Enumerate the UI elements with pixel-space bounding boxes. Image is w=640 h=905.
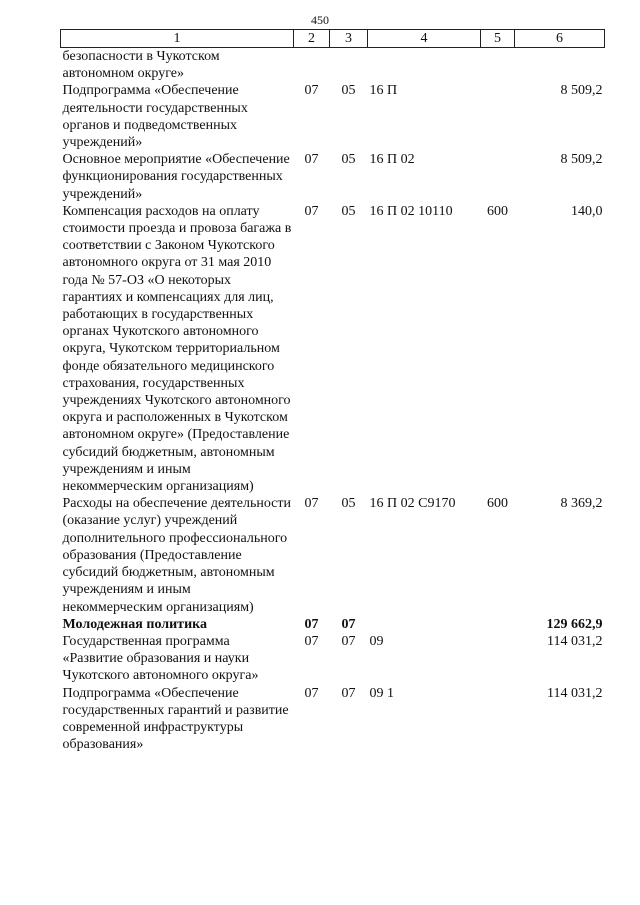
row-vr <box>481 48 515 83</box>
row-sum: 8 509,2 <box>560 152 603 168</box>
row-pr: 07 <box>341 685 356 701</box>
row-rz: 07 <box>304 496 319 512</box>
row-pr: 07 <box>341 616 356 632</box>
row-vr: 600 <box>487 496 508 512</box>
table-row <box>61 151 605 203</box>
row-rz: 07 <box>304 616 319 632</box>
row-rz <box>294 48 330 83</box>
page-number: 450 <box>311 13 329 27</box>
row-sum: 114 031,2 <box>547 685 603 701</box>
row-sum: 8 369,2 <box>560 496 603 512</box>
table-row <box>61 82 605 151</box>
row-name: Подпрограмма «Обеспечение деятельности государственных органов и подведомственных учреждений» <box>62 83 248 151</box>
row-csr <box>368 616 481 633</box>
row-pr: 05 <box>341 152 356 168</box>
row-name: Государственная программа «Развитие образования и науки Чукотского автономного округа» <box>62 633 259 684</box>
row-csr: 09 1 <box>369 685 394 701</box>
row-csr: 16 П 02 10110 <box>369 203 453 219</box>
header-col-pr: 3 <box>330 30 368 48</box>
table-row <box>61 495 605 615</box>
row-rz: 07 <box>304 203 319 219</box>
table-row <box>61 633 605 685</box>
row-sum <box>515 48 605 83</box>
row-vr <box>481 685 515 754</box>
row-pr <box>330 48 368 83</box>
row-csr: 16 П 02 С9170 <box>369 496 456 512</box>
row-sum: 8 509,2 <box>560 83 603 99</box>
row-name: Молодежная политика <box>62 616 207 632</box>
row-rz: 07 <box>304 83 319 99</box>
row-csr <box>368 48 481 83</box>
header-col-rz: 2 <box>294 30 330 48</box>
budget-table <box>60 29 605 753</box>
header-col-csr: 4 <box>368 30 481 48</box>
table-row <box>61 203 605 495</box>
row-pr: 05 <box>341 496 356 512</box>
table-row-section-total <box>61 616 605 633</box>
row-csr: 09 <box>369 633 384 649</box>
row-name: Подпрограмма «Обеспечение государственных гарантий и развитие современной инфраструктуры образования» <box>62 685 289 753</box>
row-name: Основное мероприятие «Обеспечение функционирования государственных учреждений» <box>62 152 290 202</box>
table-header-row <box>61 30 605 48</box>
row-rz: 07 <box>304 685 319 701</box>
row-pr: 05 <box>341 83 356 99</box>
row-vr <box>481 151 515 203</box>
row-rz: 07 <box>304 633 319 649</box>
row-name: Расходы на обеспечение деятельности (оказание услуг) учреждений дополнительного профессионального образования (Предоставление субсидий бюджетным, автономным учреждениям и иным некоммерческим организациям) <box>62 496 291 615</box>
row-pr: 05 <box>341 203 356 219</box>
header-col-vr: 5 <box>481 30 515 48</box>
row-name: Компенсация расходов на оплату стоимости проезда и провоза багажа в соответствии с Законом Чукотского автономного округа от 31 мая 2010 года № 57-ОЗ «О некоторых гарантиях и компенсациях для лиц, работающих в государственных органах Чукотского автономного округа, Чукотском территориальном фонде обязательного медицинского страхования, государственных учреждениях Чукотского автономного округа и расположенных в Чукотском автономном округе» (Предоставление субсидий бюджетным, автономным учреждениям и иным некоммерческим организациям) <box>62 203 292 495</box>
row-vr <box>481 616 515 633</box>
row-sum: 140,0 <box>571 203 603 219</box>
row-sum: 129 662,9 <box>546 616 603 632</box>
row-vr: 600 <box>487 203 508 219</box>
row-rz: 07 <box>304 152 319 168</box>
header-col-name: 1 <box>61 30 294 48</box>
row-csr: 16 П <box>369 83 398 99</box>
table-row <box>61 48 605 83</box>
table-row <box>61 685 605 754</box>
row-sum: 114 031,2 <box>547 633 603 649</box>
row-vr <box>481 82 515 151</box>
header-col-sum: 6 <box>515 30 605 48</box>
row-pr: 07 <box>341 633 356 649</box>
row-name: безопасности в Чукотском автономном округе» <box>62 49 220 82</box>
row-vr <box>481 633 515 685</box>
row-csr: 16 П 02 <box>369 152 415 168</box>
